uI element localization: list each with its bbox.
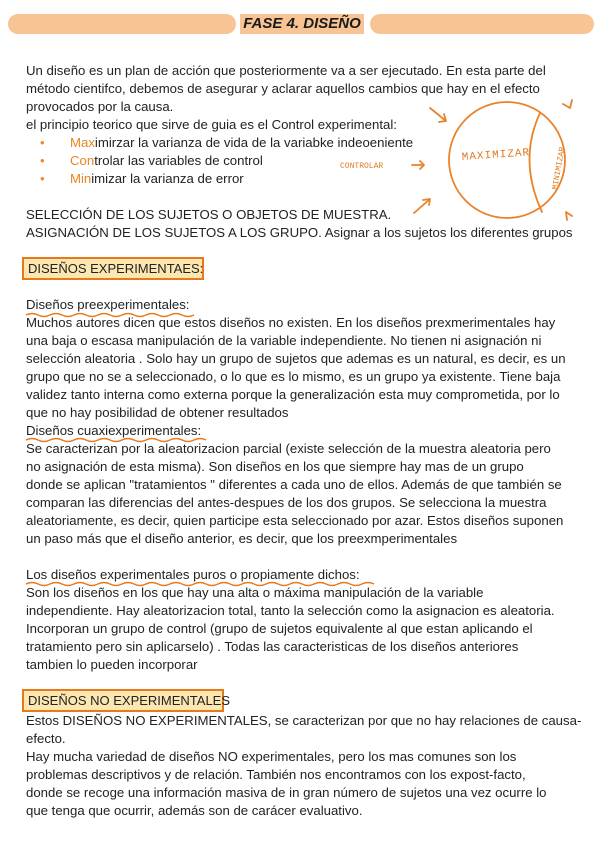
body-line: Incorporan un grupo de control (grupo de sujetos equivalente al que estan aplicando el [26,621,533,636]
body-line: no asignación de esta misma). Son diseños en los que siempre hay mas de un grupo [26,459,524,474]
subsection-title: Los diseños experimentales puros o propiamente dichos: [26,567,360,582]
section-heading-experimentales: DISEÑOS EXPERIMENTAES: [22,257,204,280]
body-line: comparan las diferencias del antes-despues de los dos grupos. Se selecciona la muestra [26,495,547,510]
body-line: selección aleatoria . Solo hay un grupo de sujetos que ademas es un natural, es decir, es un [26,351,566,366]
page-title: FASE 4. DISEÑO [240,14,364,34]
subsection-title: Diseños cuaxiexperimentales: [26,423,202,438]
body-line: problemas descriptivos y de relación. También nos encontramos con los expost-facto, [26,767,526,782]
bullet-item: • Maximirzar la varianza de vida de la variabke indeoeniente [40,135,414,150]
maximizar-label: MAXIMIZAR [461,147,531,164]
body-line: un paso más que el diseño anterior, es decir, que los preexmperimentales [26,531,458,546]
body-line: Se caracterizan por la aleatorizacion parcial (existe selección de la muestra aleatoria pero [26,441,551,456]
body-line: efecto. [26,731,66,746]
body-line: que tenga que ocurrir, además son de carácer evaluativo. [26,803,363,818]
intro-line: método cientifco, debemos de asegurar y aclarar aquellos cambios que hay en el efecto [26,81,540,96]
body-line: validez tanto interna como externa porque la generalización esta muy comprometida, por lo [26,387,560,402]
bullet-item: • Controlar las variables de control [40,153,263,168]
body-line: Hay mucha variedad de diseños NO experimentales, pero los mas comunes son los [26,749,517,764]
body-line: que no hay posibilidad de obtener resultados [26,405,289,420]
bullet-item: • Minimizar la varianza de error [40,171,244,186]
selection-line: ASIGNACIÓN DE LOS SUJETOS A LOS GRUPO. Asignar a los sujetos los diferentes grupos [26,225,573,240]
section-heading-no-experimentales: DISEÑOS NO EXPERIMENTALES [22,689,224,712]
body-line: tratamiento pero sin aplicarselo) . Todas las caracteristicas de los diseños anteriores [26,639,519,654]
selection-line: SELECCIÓN DE LOS SUJETOS O OBJETOS DE MUESTRA. [26,207,392,222]
body-line: aleatoriamente, es decir, quien participe esta seleccionado por azar. Estos diseños suponen [26,513,564,528]
intro-line: el principio teorico que sirve de guia es el Control experimental: [26,117,397,132]
body-line: tambien lo pueden incorporar [26,657,198,672]
body-line: Muchos autores dicen que estos diseños no existen. En los diseños prexmerimentales hay [26,315,556,330]
controlar-label: CONTROLAR [340,162,384,171]
body-line: grupo que no se a seleccionado, o lo que es lo mismo, es un grupo ya existente. Tiene baja [26,369,561,384]
subsection-title: Diseños preexperimentales: [26,297,190,312]
body-line: independiente. Hay aleatorizacion total, tanto la selección como la asignacion es aleatoria. [26,603,555,618]
body-line: una baja o escasa manipulación de la variable independiente. No tienen ni asignación ni [26,333,542,348]
body-line: donde se recoge una información masiva de in gran número de sujetos una vez ocurre lo [26,785,547,800]
intro-line: provocados por la causa. [26,99,174,114]
body-line: Estos DISEÑOS NO EXPERIMENTALES, se caracterizan por que no hay relaciones de causa- [26,713,582,728]
body-line: Son los diseños en los que hay una alta o máxima manipulación de la variable [26,585,484,600]
body-line: donde se aplican "tratamientos " diferentes a cada uno de ellos. Además de que también se [26,477,562,492]
intro-line: Un diseño es un plan de acción que posteriormente va a ser ejecutado. En esta parte del [26,63,546,78]
minimizar-label: MINIMIZAR [551,146,568,191]
